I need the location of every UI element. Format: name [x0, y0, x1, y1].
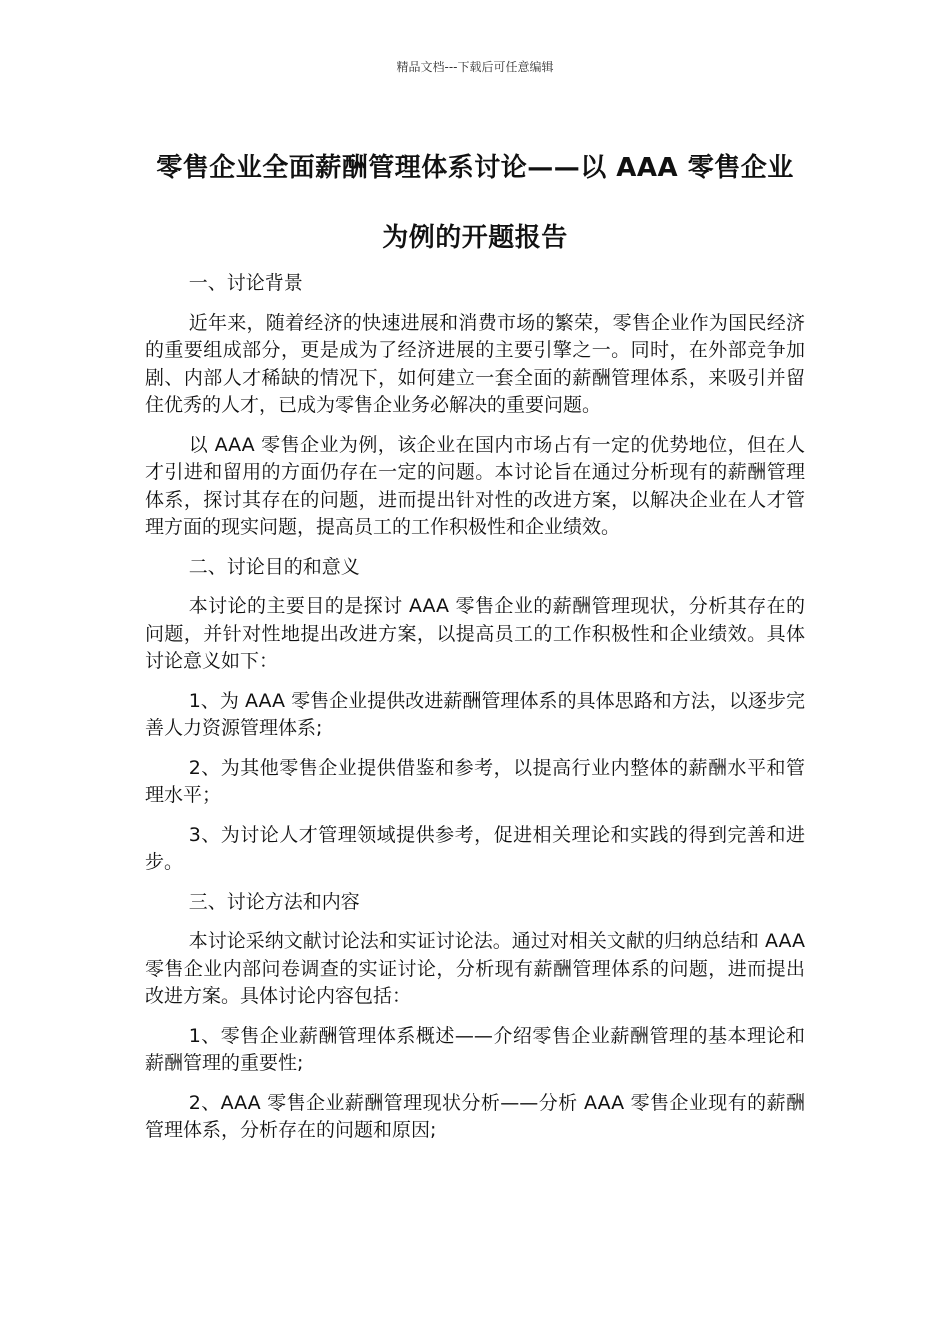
- section-heading: 二、讨论目的和意义: [188, 555, 360, 578]
- body-paragraph: 以 AAA 零售企业为例，该企业在国内市场占有一定的优势地位，但在人才引进和留用的方面仍存在一定的问题。本讨论旨在通过分析现有的薪酬管理体系，探讨其存在的问题，进而提出针对性的改进方案，以解决企业在人才管理方面的现实问题，提高员工的工作积极性和企业绩效。: [145, 433, 805, 538]
- section-heading: 一、讨论背景: [188, 272, 303, 294]
- list-item: 2、为其他零售企业提供借鉴和参考，以提高行业内整体的薪酬水平和管理水平；: [145, 756, 805, 806]
- document-body: [145, 270, 805, 1157]
- list-item: 2、AAA 零售企业薪酬管理现状分析——分析 AAA 零售企业现有的薪酬管理体系，分析存在的问题和原因;: [145, 1091, 805, 1141]
- document-title: 零售企业全面薪酬管理体系讨论——以 AAA 零售企业为例的开题报告: [156, 153, 794, 253]
- list-item: 1、零售企业薪酬管理体系概述——介绍零售企业薪酬管理的基本理论和薪酬管理的重要性;: [145, 1024, 805, 1074]
- body-paragraph: 近年来，随着经济的快速进展和消费市场的繁荣，零售企业作为国民经济的重要组成部分，更是成为了经济进展的主要引擎之一。同时，在外部竞争加剧、内部人才稀缺的情况下，如何建立一套全面的薪酬管理体系，来吸引并留住优秀的人才，已成为零售企业务必解决的重要问题。: [145, 311, 805, 416]
- list-item: 3、为讨论人才管理领域提供参考，促进相关理论和实践的得到完善和进步。: [145, 823, 805, 873]
- page-header-note: 精品文档---下载后可任意编辑: [396, 60, 554, 74]
- list-item: 1、为 AAA 零售企业提供改进薪酬管理体系的具体思路和方法，以逐步完善人力资源管理体系;: [145, 689, 805, 739]
- body-paragraph: 本讨论采纳文献讨论法和实证讨论法。通过对相关文献的归纳总结和 AAA 零售企业内部问卷调查的实证讨论，分析现有薪酬管理体系的问题，进而提出改进方案。具体讨论内容包括：: [145, 930, 805, 1007]
- section-heading: 三、讨论方法和内容: [188, 890, 360, 913]
- body-paragraph: 本讨论的主要目的是探讨 AAA 零售企业的薪酬管理现状，分析其存在的问题，并针对性地提出改进方案，以提高员工的工作积极性和企业绩效。具体讨论意义如下：: [145, 595, 805, 672]
